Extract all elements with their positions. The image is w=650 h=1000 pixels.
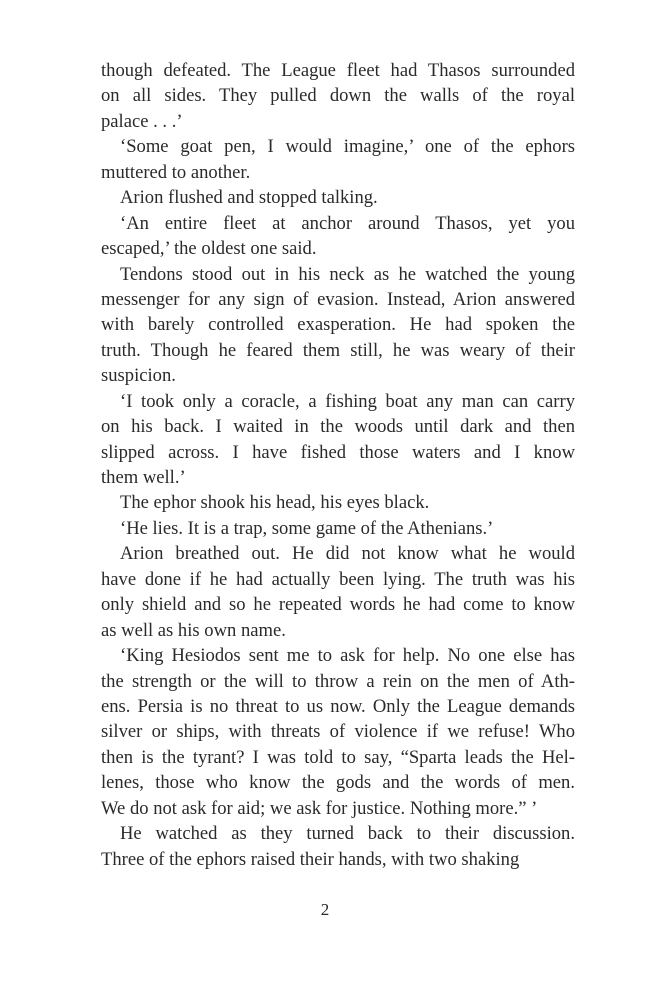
- page-number: 2: [320, 900, 330, 919]
- text-line: though defeated. The League fleet had Thasos surrounded: [101, 60, 575, 81]
- text-line: the strength or the will to throw a rein on the men of Ath-: [101, 670, 575, 692]
- paragraph: [101, 185, 575, 210]
- text-line: Arion flushed and stopped talking.: [120, 187, 378, 209]
- text-line: on all sides. They pulled down the walls of the royal: [101, 85, 575, 107]
- text-line: them well.’: [101, 467, 186, 488]
- text-line: ‘An entire fleet at anchor around Thasos, yet you: [120, 212, 575, 234]
- text-line: ‘Some goat pen, I would imagine,’ one of the ephors: [120, 136, 575, 158]
- paragraph: [101, 211, 575, 262]
- text-line: only shield and so he repeated words he had come to know: [101, 594, 575, 616]
- text-line: We do not ask for aid; we ask for justice. Nothing more.” ’: [101, 797, 538, 819]
- text-line: silver or ships, with threats of violence if we refuse! Who: [101, 721, 575, 743]
- text-line: suspicion.: [101, 365, 176, 387]
- text-line: Tendons stood out in his neck as he watched the young: [120, 263, 575, 285]
- text-line: The ephor shook his head, his eyes black.: [120, 492, 430, 514]
- text-line: ‘I took only a coracle, a fishing boat any man can carry: [120, 390, 575, 412]
- text-line: have done if he had actually been lying. The truth was his: [101, 568, 575, 590]
- text-line: lenes, those who know the gods and the words of men.: [101, 772, 575, 794]
- text-line: ‘He lies. It is a trap, some game of the Athenians.’: [120, 517, 494, 539]
- text-line: He watched as they turned back to their discussion.: [120, 823, 575, 845]
- text-line: muttered to another.: [101, 161, 251, 183]
- text-line: palace . . .’: [101, 110, 183, 132]
- text-line: Three of the ephors raised their hands, with two shaking: [101, 848, 520, 870]
- paragraph: [101, 490, 575, 515]
- paragraph: [101, 821, 575, 872]
- paragraph: [101, 134, 575, 185]
- text-line: truth. Though he feared them still, he was weary of their: [101, 339, 575, 361]
- body-text: [101, 58, 575, 872]
- text-line: messenger for any sign of evasion. Instead, Arion answered: [101, 288, 575, 310]
- text-line: ens. Persia is no threat to us now. Only the League demands: [101, 695, 575, 717]
- paragraph: [101, 516, 575, 541]
- paragraph: [101, 262, 575, 389]
- text-line: then is the tyrant? I was told to say, “Sparta leads the Hel-: [101, 746, 575, 768]
- paragraph: [101, 541, 575, 643]
- text-line: on his back. I waited in the woods until dark and then: [101, 416, 575, 438]
- text-line: with barely controlled exasperation. He had spoken the: [101, 314, 575, 336]
- paragraph: [101, 389, 575, 491]
- paragraph: [101, 58, 575, 134]
- text-line: as well as his own name.: [101, 619, 286, 641]
- paragraph: [101, 643, 575, 821]
- text-line: Arion breathed out. He did not know what he would: [120, 543, 575, 565]
- text-line: escaped,’ the oldest one said.: [101, 238, 317, 260]
- text-line: ‘King Hesiodos sent me to ask for help. No one else has: [120, 645, 575, 667]
- text-line: slipped across. I have fished those waters and I know: [101, 441, 575, 463]
